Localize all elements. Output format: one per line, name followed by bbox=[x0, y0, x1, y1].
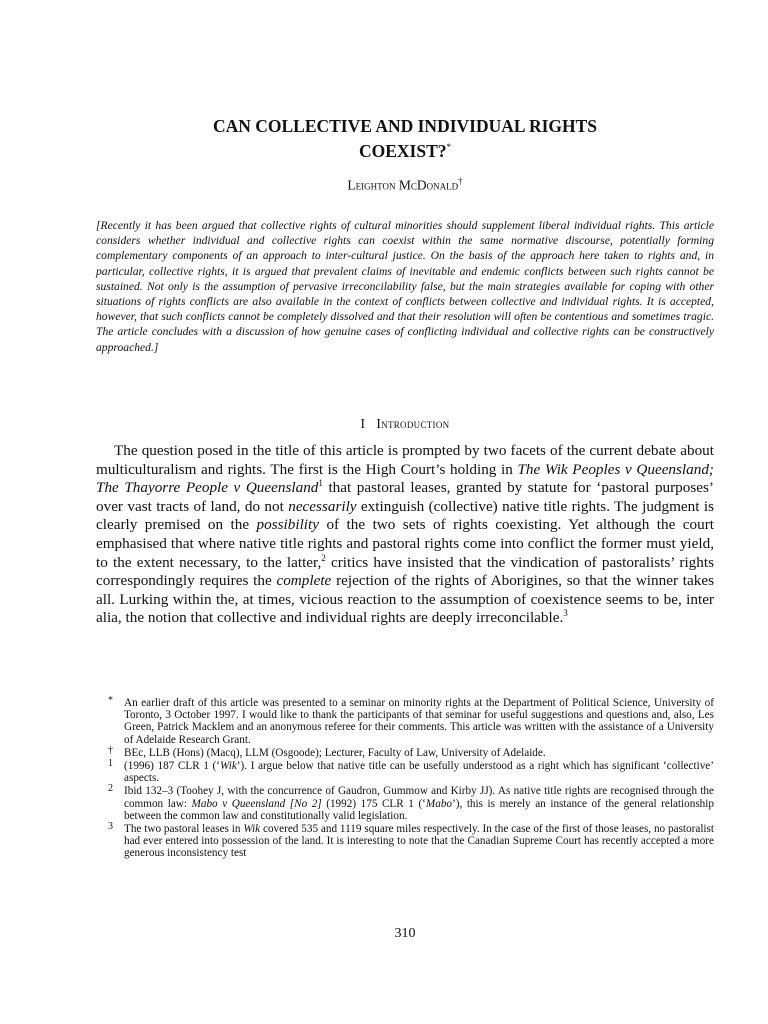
footnote-ref-1: 1 bbox=[318, 478, 323, 489]
body-sentence-6: rejection of the rights of Aborigines, so that the winner takes all. Lurking within the, at times, vicious reaction to the assumption of coexistence seems to be, inter alia, the notion that collective and individual rights are deeply irreconcilable. bbox=[96, 572, 714, 627]
body-text bbox=[96, 442, 714, 628]
title-line-1: CAN COLLECTIVE AND INDIVIDUAL RIGHTS bbox=[212, 116, 598, 136]
footnote-mark: 2 bbox=[108, 783, 113, 795]
footnote-italic: Wik bbox=[220, 760, 237, 773]
section-title: Introduction bbox=[376, 416, 450, 431]
body-sentence-1: The question posed in the title of this article is prompted by two facets of the current debate about multiculturalism and rights. The first is the High Court’s holding in bbox=[96, 442, 714, 478]
footnote-text: BEc, LLB (Hons) (Macq), LLM (Osgoode); Lecturer, Faculty of Law, University of Adelaide. bbox=[124, 746, 546, 759]
section-number: I bbox=[360, 416, 366, 431]
body-sentence-5: critics have insisted that the vindication of pastoralists’ rights correspondingly requires the bbox=[96, 553, 714, 590]
body-sentence-3: extinguish (collective) native title rights. The judgment is clearly premised on the bbox=[96, 497, 714, 534]
body-sentence-2: that pastoral leases, granted by statute for ‘pastoral purposes’ over vast tracts of land, do not bbox=[96, 479, 714, 515]
page-number: 310 bbox=[394, 926, 416, 941]
footnote-1 bbox=[96, 760, 714, 784]
footnote-text: ’), this is merely an instance of the general relationship between the common law and constitutionally valid legislation. bbox=[124, 797, 714, 822]
author-name: Leighton McDonald bbox=[347, 177, 459, 193]
author-line bbox=[96, 176, 714, 194]
title-line-2-text: COEXIST? bbox=[358, 140, 447, 161]
footnote-italic: Mabo bbox=[425, 797, 453, 810]
abstract bbox=[96, 218, 714, 355]
case-citation-wik: The Wik Peoples v Queensland; The Thayorre People v Queensland bbox=[96, 460, 714, 497]
title-line-2 bbox=[96, 137, 714, 162]
footnote-mark: † bbox=[108, 744, 113, 756]
body-sentence-4: of the two sets of rights coexisting. Yet although the court emphasised that where native title rights and pastoral rights come into conflict the former must yield, to the extent necessary, to the latter, bbox=[96, 516, 714, 571]
emphasis-possibility: possibility bbox=[256, 516, 319, 534]
footnote-text: An earlier draft of this article was presented to a seminar on minority rights at the Department of Political Science, University of Toronto, 3 October 1997. I would like to thank the participants of that seminar for useful suggestions and questions and, also, Les Green, Patrick Macklem and an anonymous referee for their comments. This article was written with the assistance of a University of Adelaide Research Grant. bbox=[124, 697, 714, 746]
abstract-text: [Recently it has been argued that collective rights of cultural minorities should supplement liberal individual rights. This article considers whether individual and collective rights can coexist within the same normative discourse, potentially forming complementary components of an approach to inter-cultural justice. On the basis of the approach here taken to rights and, in particular, collective rights, it is argued that prevalent claims of inevitable and endemic conflicts between such rights cannot be sustained. Not only is the assumption of pervasive irreconcilability false, but the main strategies available for coping with other situations of rights conflicts are also available in the context of conflicts between collective and individual rights. It is accepted, however, that such conflicts cannot be completely dissolved and that their resolution will often be contentious and sometimes tragic. The article concludes with a discussion of how genuine cases of conflicting individual and collective rights can be constructively approached.] bbox=[96, 219, 714, 354]
intro-paragraph bbox=[96, 442, 714, 628]
emphasis-complete: complete bbox=[276, 572, 332, 590]
footnote-text: Ibid 132–3 (Toohey J, with the concurrence of Gaudron, Gummow and Kirby JJ). As native title rights are recognised through the common law: bbox=[124, 785, 714, 810]
footnote-star bbox=[96, 697, 714, 746]
footnote-mark: * bbox=[108, 695, 113, 706]
footnote-text: ’). I argue below that native title can be usefully understood as a right which has significant ‘collective’ aspects. bbox=[124, 760, 714, 785]
footnote-3 bbox=[96, 823, 714, 860]
author-footnote-mark: † bbox=[458, 176, 463, 186]
footnotes bbox=[96, 697, 714, 861]
title-footnote-mark: * bbox=[446, 142, 452, 152]
emphasis-necessarily: necessarily bbox=[288, 497, 357, 515]
footnote-italic: Mabo v Queensland [No 2] bbox=[191, 797, 322, 810]
footnote-italic: Wik bbox=[243, 823, 261, 836]
footnote-mark: 1 bbox=[108, 758, 113, 770]
footnote-mark: 3 bbox=[108, 821, 113, 833]
footnote-text: (1992) 175 CLR 1 (‘ bbox=[321, 797, 426, 810]
footnote-ref-3: 3 bbox=[563, 608, 568, 619]
footnote-text: covered 535 and 1119 square miles respectively. In the case of the first of those leases, no pastoralist had ever entered into possession of the land. It is interesting to note that the Canadian Supreme Court has recently accepted a more generous inconsistency test bbox=[124, 823, 714, 860]
footnote-text: The two pastoral leases in bbox=[124, 823, 244, 836]
footnote-dagger bbox=[96, 744, 714, 759]
footnote-text: (1996) 187 CLR 1 (‘ bbox=[124, 760, 221, 773]
footnote-2 bbox=[96, 785, 714, 822]
section-heading bbox=[96, 416, 714, 432]
footnote-ref-2: 2 bbox=[321, 552, 326, 563]
article-title bbox=[96, 116, 714, 162]
